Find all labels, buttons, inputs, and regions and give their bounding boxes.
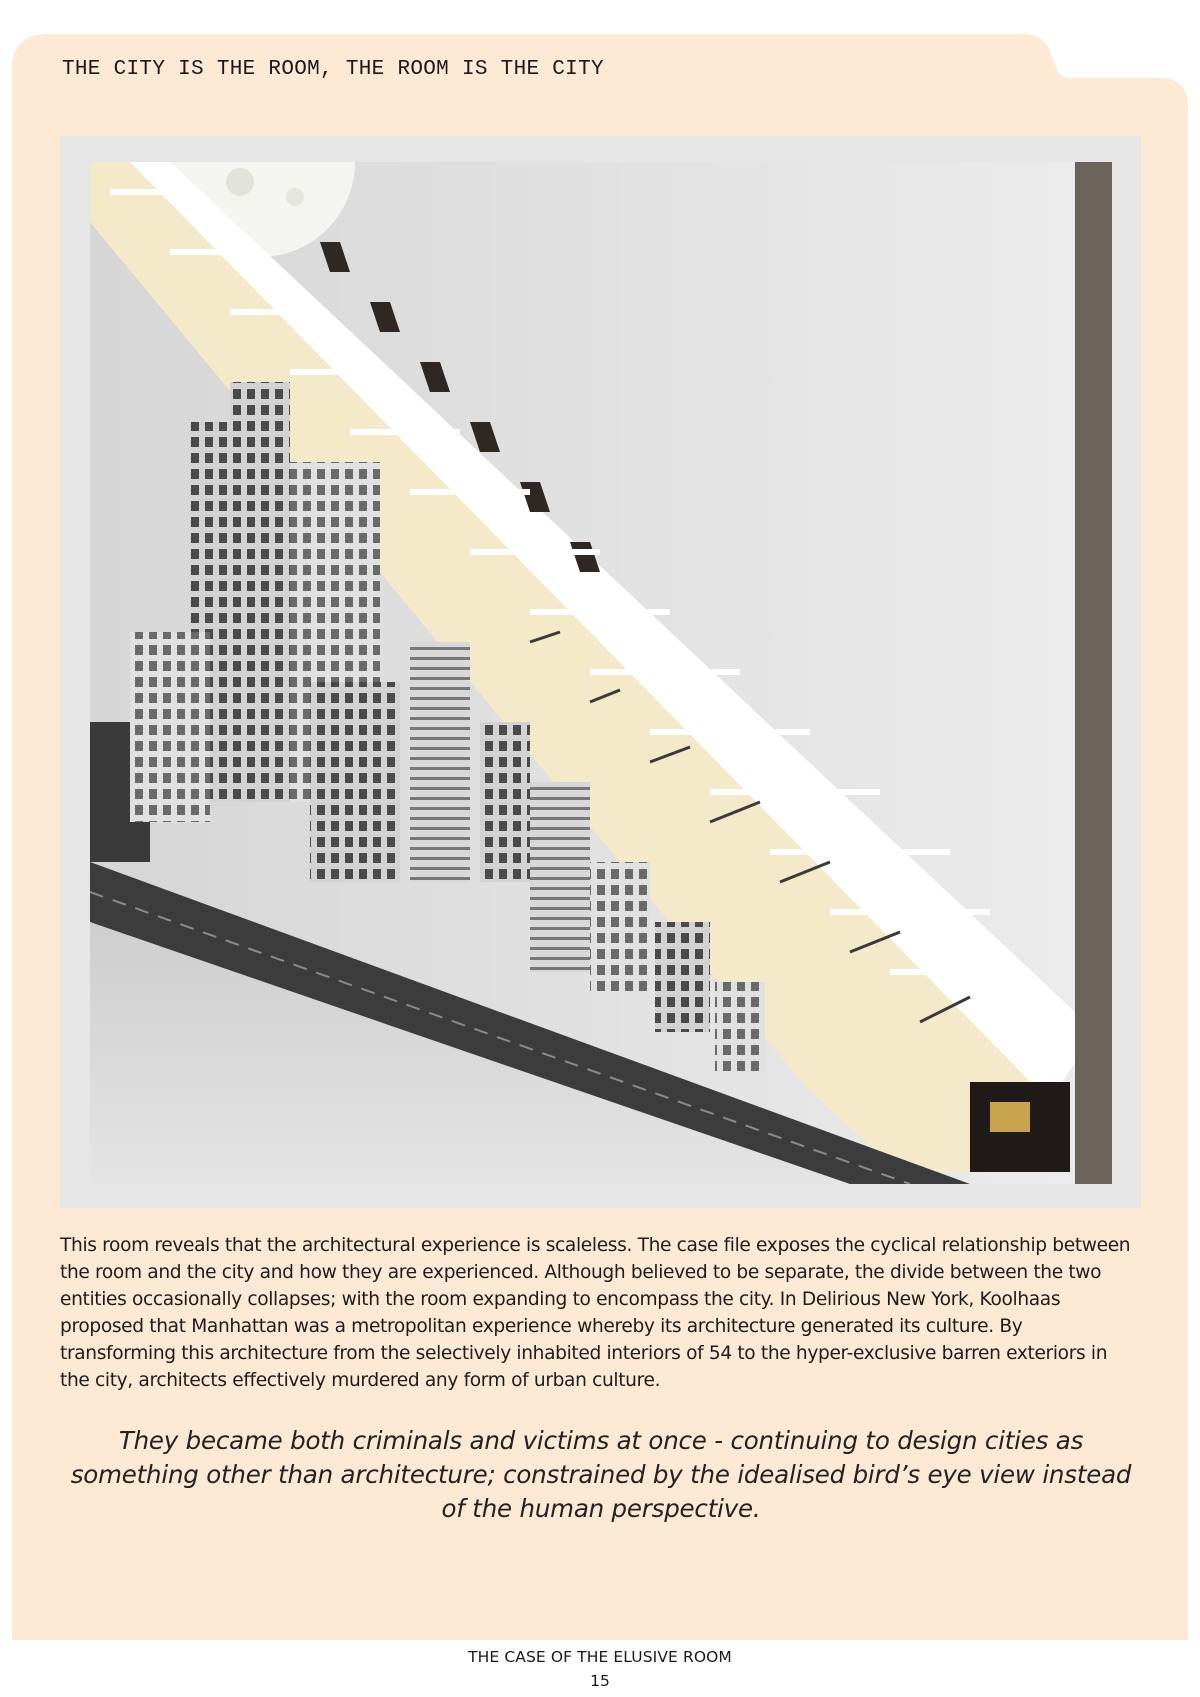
footer-document-title: THE CASE OF THE ELUSIVE ROOM bbox=[468, 1648, 732, 1666]
page-number: 15 bbox=[590, 1672, 610, 1690]
page-header-title: THE CITY IS THE ROOM, THE ROOM IS THE CITY bbox=[62, 58, 604, 81]
mid-block bbox=[310, 682, 400, 882]
staircase-city-illustration bbox=[90, 162, 1112, 1184]
body-paragraph: This room reveals that the architectural experience is scaleless. The case file exposes the cyclical relationship between the room and the city and how they are experienced. Although believed to be separate, the divide between the two entities occasionally collapses; with the room expanding to encompass the city. In Delirious New York, Koolhaas proposed that Manhattan was a metropolitan experience whereby its architecture generated its culture. By transforming this architecture from the selectively inhabited interiors of 54 to the hyper-exclusive barren exteriors in the city, architects effectively murdered any form of urban culture. bbox=[60, 1235, 1131, 1391]
pull-quote: They became both criminals and victims at once - continuing to design cities as something other than architecture; constrained by the idealised bird’s eye view instead of the human perspective. bbox=[70, 1426, 1132, 1523]
wall-edge bbox=[1075, 162, 1112, 1184]
striped-tower bbox=[410, 642, 470, 882]
tower-left bbox=[130, 632, 210, 822]
